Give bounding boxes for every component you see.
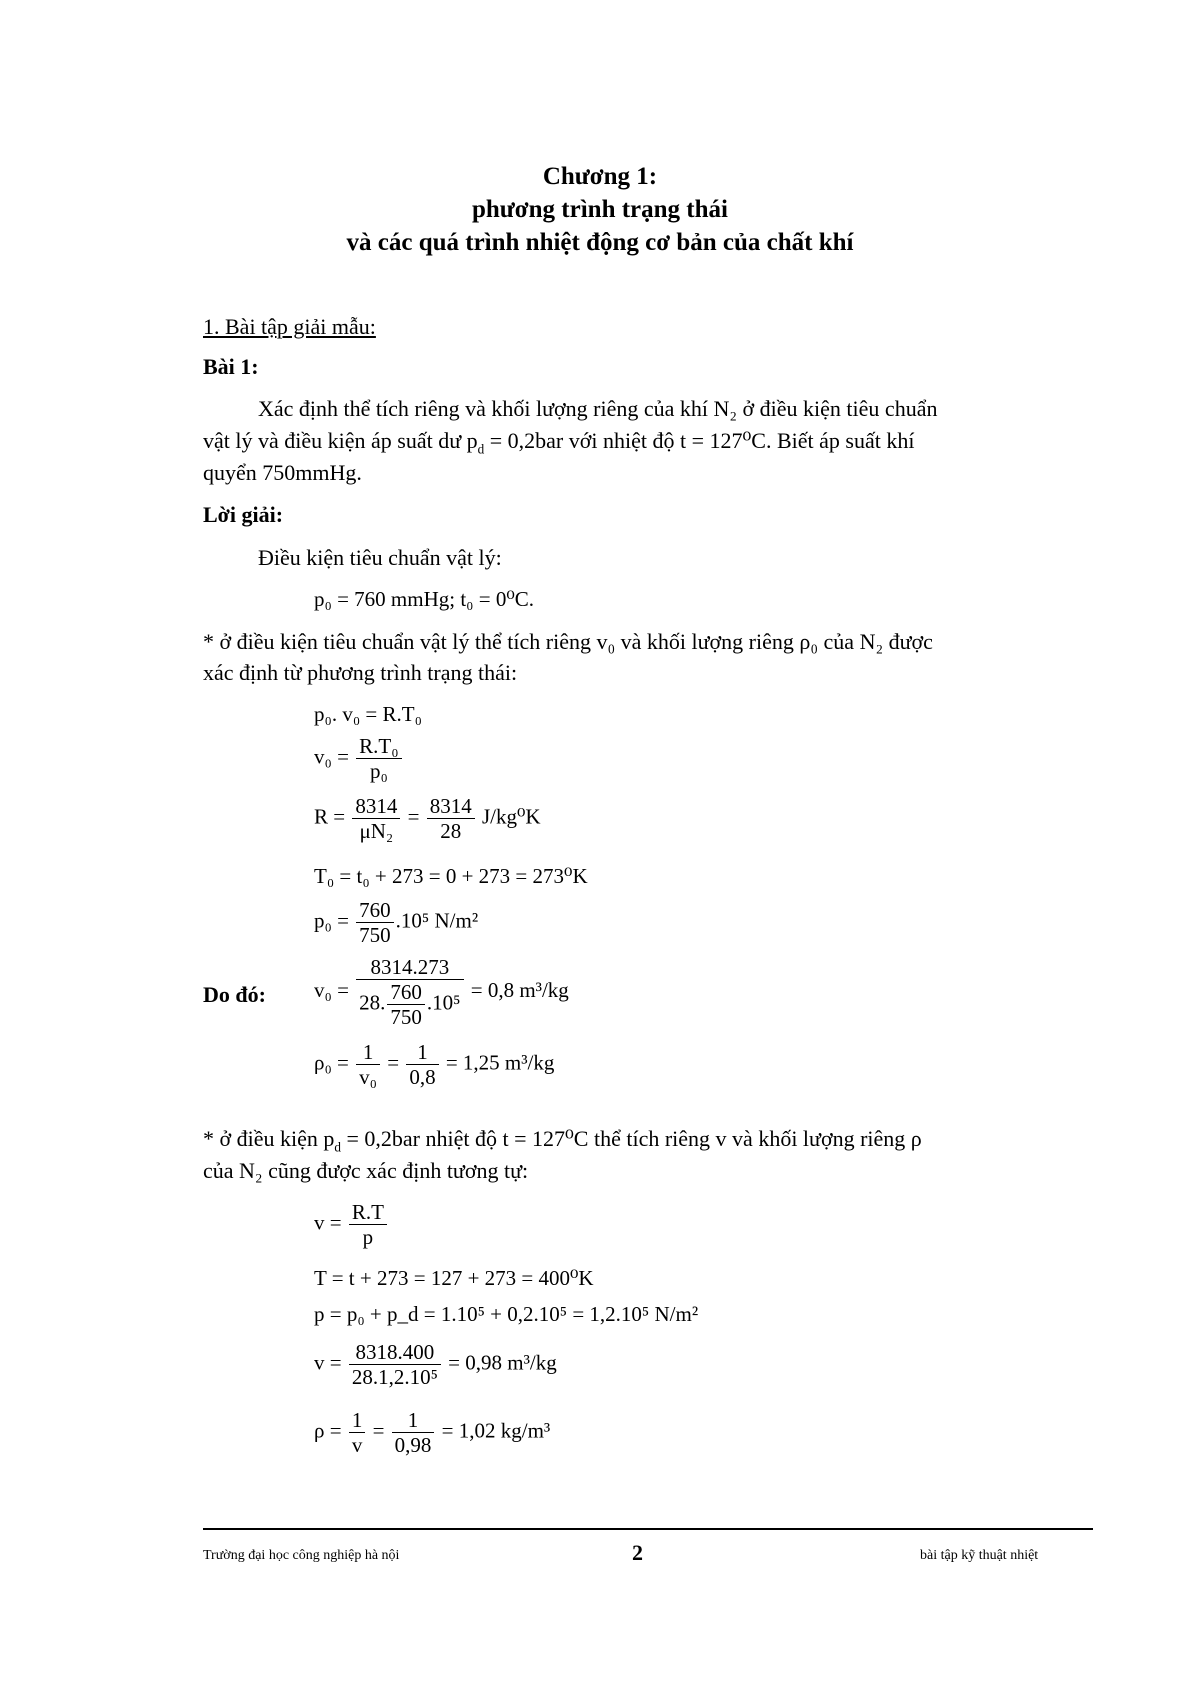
- problem-text-line2: vật lý và điều kiện áp suất dư $p_d = 0,2bar$ với nhiệt độ t = 127⁰C. Biết áp suất khí: [203, 428, 915, 457]
- equation-t0: T₀ = t₀ + 273 = 0 + 273 = 273⁰K: [314, 864, 588, 888]
- chapter-title: phương trình trạng thái: [472, 196, 728, 223]
- equation-state: p₀. v₀ = R.T₀: [314, 702, 422, 726]
- equation-p: p = p₀ + p_d = 1.10⁵ + 0,2.10⁵ = 1,2.10⁵ N/m²: [314, 1302, 699, 1326]
- equation-v: v = $\frac{R.T}{p}$: [314, 1200, 389, 1249]
- chapter-number: Chương 1:: [542, 163, 658, 190]
- equation-rho0: ρ₀ = $\frac{1}{\text{v₀}}$ = $\frac{1}{0,8}$ = 1,25 m³/kg: [314, 1040, 555, 1089]
- equation-t: T = t + 273 = 127 + 273 = 400⁰K: [314, 1266, 594, 1290]
- std-condition-values: p₀ = 760 mmHg; t₀ = 0⁰C.: [314, 587, 535, 611]
- page-number: 2: [632, 1540, 643, 1565]
- chapter-subtitle: và các quá trình nhiệt động cơ bản của chất khí: [346, 229, 854, 256]
- equation-v-result: v = $\frac{8318.400}{\text{28.1,2.10⁵}}$ = 0,98 m³/kg: [314, 1340, 557, 1389]
- solution-label: Lời giải:: [203, 502, 284, 527]
- equation-v0: v₀ = $\frac{\text{R.T₀}}{\text{p₀}}$: [314, 734, 404, 783]
- footer-course: bài tập kỹ thuật nhiệt: [920, 1548, 1039, 1563]
- std-condition-heading: Điều kiện tiêu chuẩn vật lý:: [258, 545, 502, 570]
- case1-line2: xác định từ phương trình trạng thái:: [203, 660, 518, 685]
- case2-line2: của N₂ cũng được xác định tương tự:: [203, 1158, 529, 1183]
- equation-r: R = $\frac{8314}{\text{μN₂}}$ = $\frac{8314}{28}$ J/kg⁰K: [314, 794, 541, 843]
- equation-p0: p₀ = $\frac{760}{750}$ .10⁵ N/m²: [314, 898, 479, 947]
- problem-text-line1: Xác định thể tích riêng và khối lượng riêng của khí N₂ ở điều kiện tiêu chuẩn: [258, 396, 938, 421]
- equation-v0-result: v₀ = 8314.273 28. $\frac{760}{750}$ .10⁵ = 0,8 m³/kg: [314, 955, 569, 1029]
- section-heading: 1. Bài tập giải mẫu:: [203, 314, 376, 339]
- case1-line1: * ở điều kiện tiêu chuẩn vật lý thể tích riêng v₀ và khối lượng riêng ρ₀ của N₂ được: [203, 629, 933, 654]
- footer-rule: [203, 1528, 1093, 1530]
- case2-line1: * ở điều kiện $p_d = 0,2bar$ nhiệt độ t = 127⁰C thể tích riêng v và khối lượng riêng ρ: [203, 1126, 922, 1155]
- equation-rho: ρ = $\frac{1}{v}$ = $\frac{1}{0,98}$ = 1,02 kg/m³: [314, 1408, 551, 1457]
- do-do-label: Do đó:: [203, 982, 266, 1007]
- problem-label: Bài 1:: [203, 354, 259, 379]
- problem-text-line3: quyển 750mmHg.: [203, 460, 362, 485]
- footer-school: Trường đại học công nghiệp hà nội: [203, 1548, 400, 1563]
